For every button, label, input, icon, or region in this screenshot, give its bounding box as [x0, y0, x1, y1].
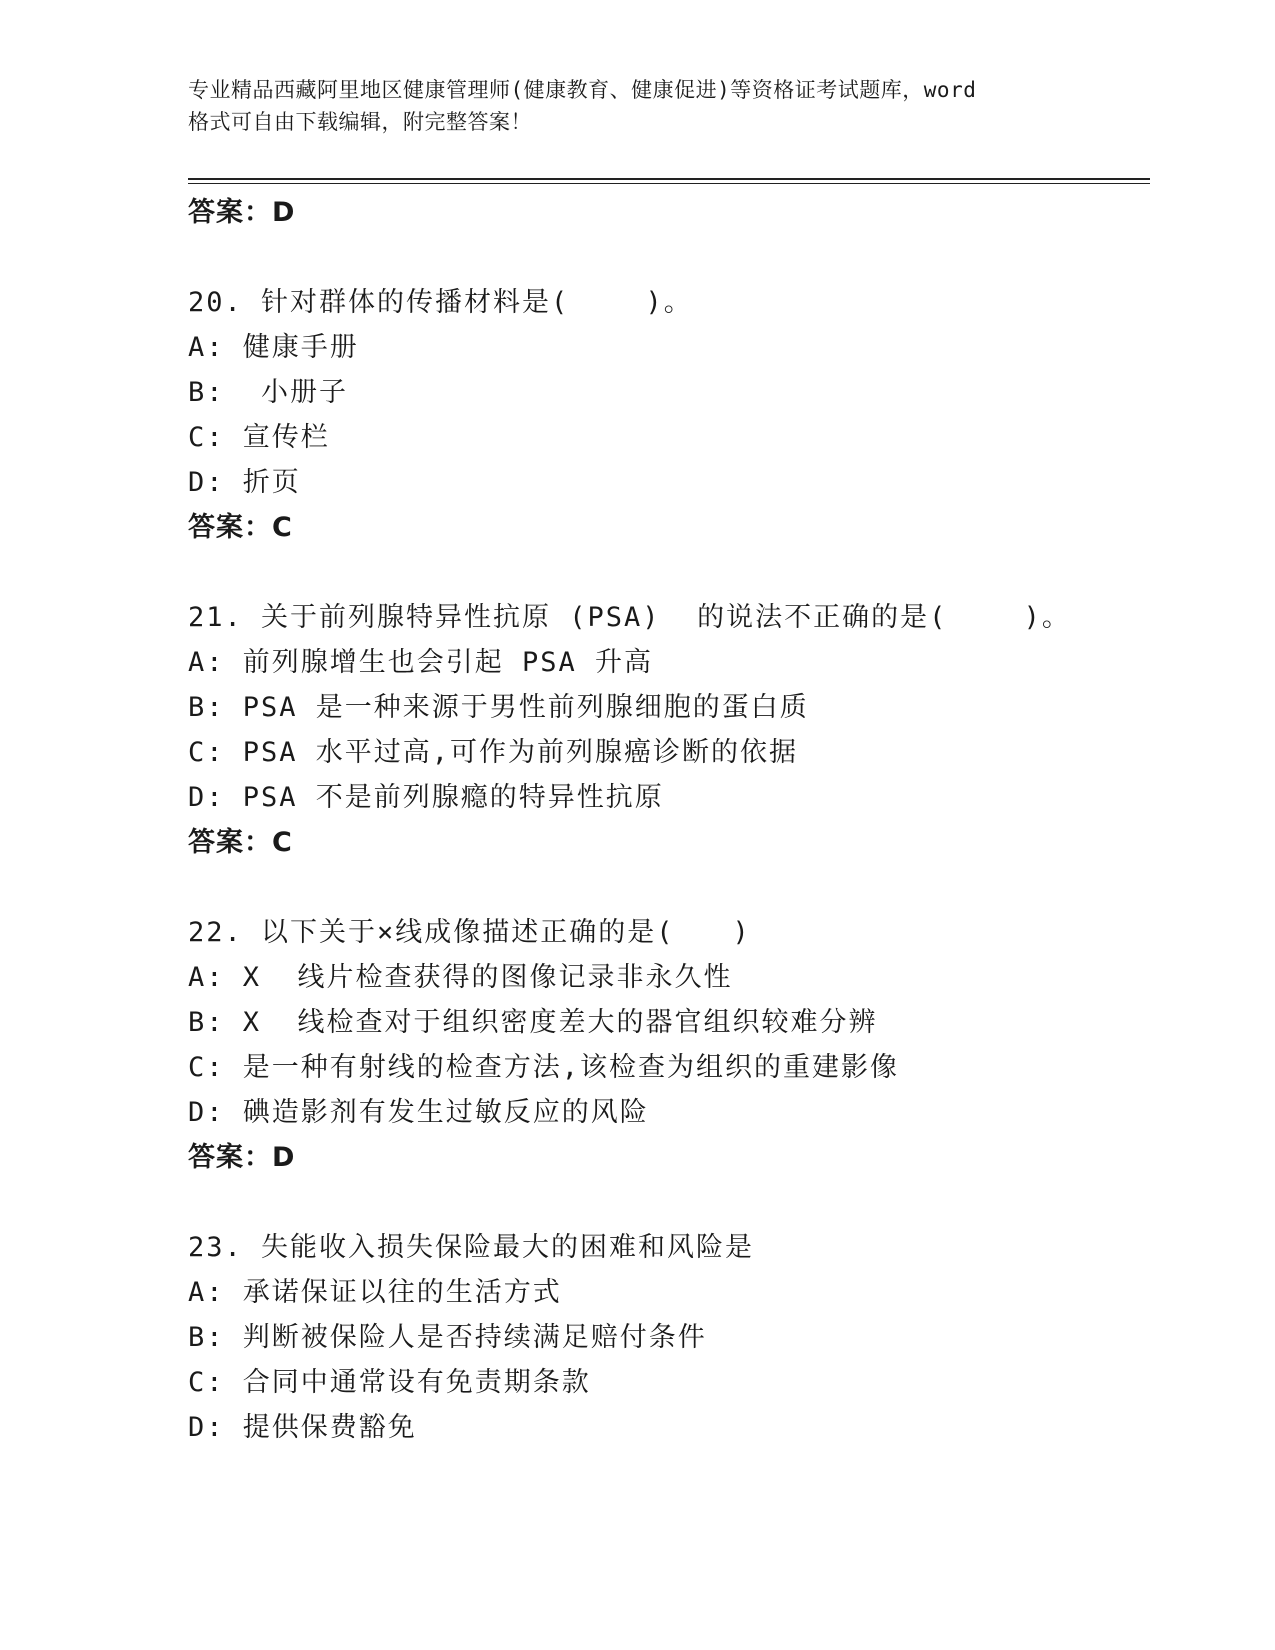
option-b: B: 小册子: [188, 377, 349, 408]
header-divider: [188, 178, 1150, 180]
question-20: [188, 280, 1148, 551]
option-b: B: X 线检查对于组织密度差大的器官组织较难分辨: [188, 1007, 878, 1038]
answer-line: 答案：D: [188, 197, 296, 228]
option-c: C: 合同中通常设有免责期条款: [188, 1367, 591, 1398]
option-c: C: 是一种有射线的检查方法,该检查为组织的重建影像: [188, 1052, 900, 1083]
question-stem: 23. 失能收入损失保险最大的困难和风险是: [188, 1232, 755, 1263]
option-d: D: PSA 不是前列腺瘾的特异性抗原: [188, 782, 664, 813]
option-a: A: 健康手册: [188, 332, 359, 363]
header-divider-thin: [188, 183, 1150, 184]
option-b: B: PSA 是一种来源于男性前列腺细胞的蛋白质: [188, 692, 809, 723]
question-21: [188, 595, 1148, 866]
question-stem: 22. 以下关于×线成像描述正确的是( ): [188, 917, 751, 948]
option-d: D: 碘造影剂有发生过敏反应的风险: [188, 1097, 649, 1128]
option-a: A: 承诺保证以往的生活方式: [188, 1277, 562, 1308]
option-d: D: 折页: [188, 467, 301, 498]
question-list: [188, 190, 1148, 1450]
question-23: [188, 1225, 1148, 1450]
option-c: C: 宣传栏: [188, 422, 330, 453]
question-22: [188, 910, 1148, 1181]
document-header: [188, 74, 1108, 138]
question-stem: 20. 针对群体的传播材料是( )。: [188, 287, 693, 318]
option-b: B: 判断被保险人是否持续满足赔付条件: [188, 1322, 707, 1353]
answer-line: 答案：C: [188, 512, 293, 543]
option-d: D: 提供保费豁免: [188, 1412, 417, 1443]
question-stem: 21. 关于前列腺特异性抗原 (PSA) 的说法不正确的是( )。: [188, 602, 1071, 633]
answer-line: 答案：C: [188, 827, 293, 858]
option-c: C: PSA 水平过高,可作为前列腺癌诊断的依据: [188, 737, 799, 768]
header-line-2: 格式可自由下载编辑，附完整答案！: [188, 110, 532, 134]
header-line-1: 专业精品西藏阿里地区健康管理师(健康教育、健康促进)等资格证考试题库，word: [188, 78, 977, 102]
option-a: A: X 线片检查获得的图像记录非永久性: [188, 962, 733, 993]
answer-line: 答案：D: [188, 1142, 296, 1173]
option-a: A: 前列腺增生也会引起 PSA 升高: [188, 647, 654, 678]
